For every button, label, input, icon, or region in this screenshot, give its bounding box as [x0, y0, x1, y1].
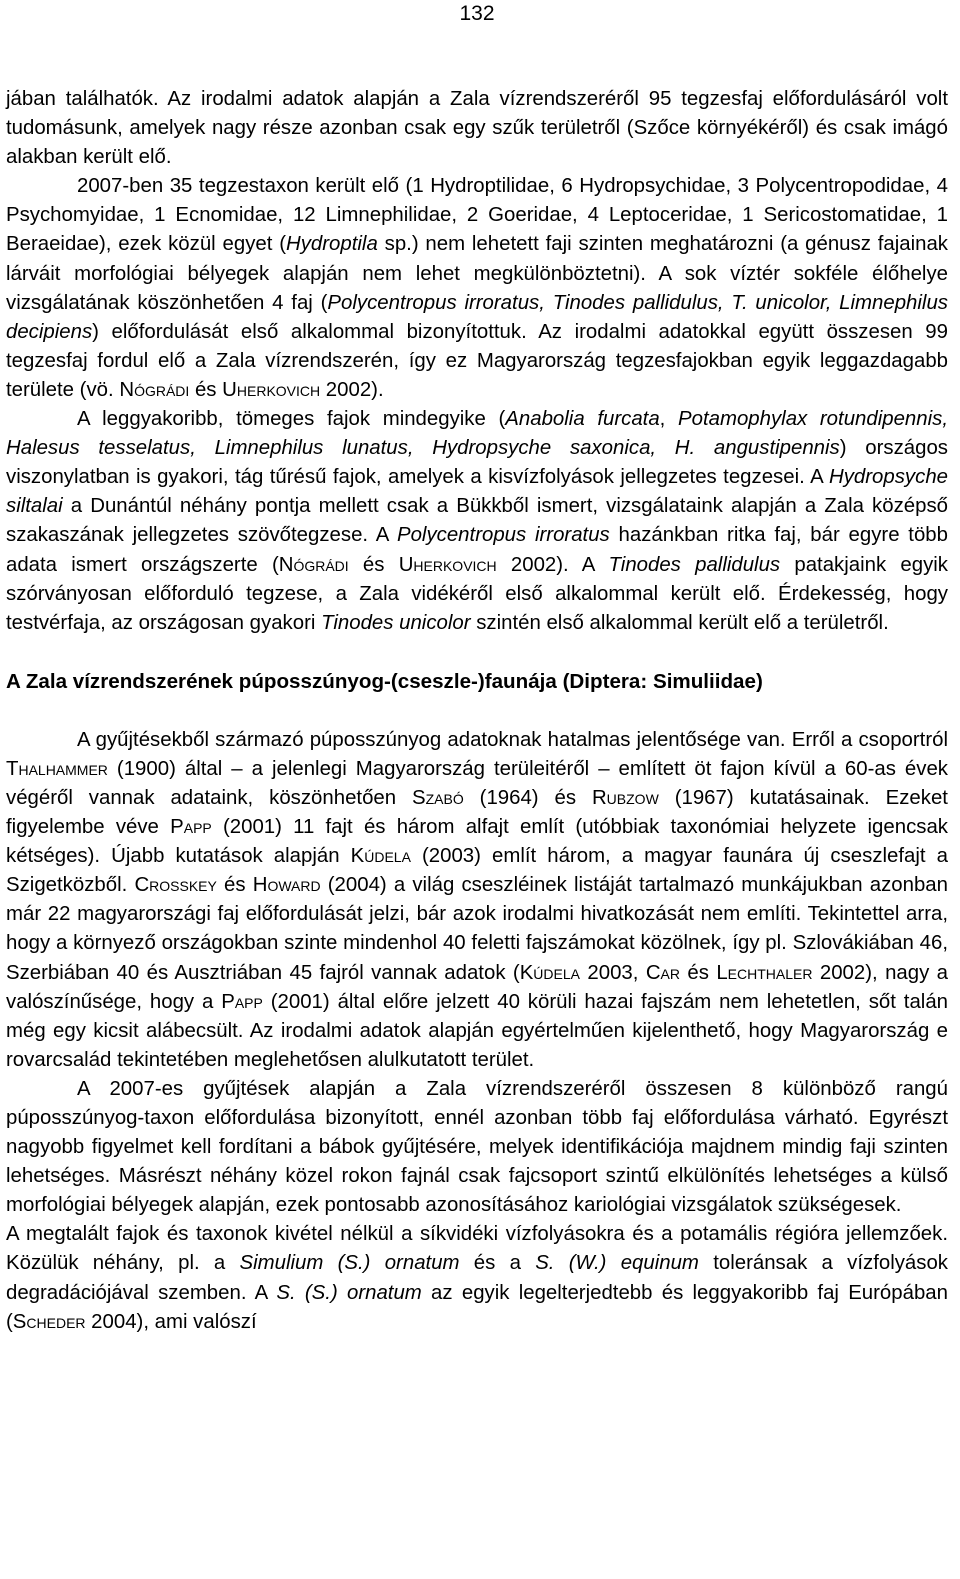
- italic-text: S. (W.) equinum: [535, 1252, 699, 1275]
- author-name: Nógrádi: [119, 378, 190, 401]
- text-run: 2007-ben 35 tegzestaxon került elő (1 Hydroptilidae, 6 Hydropsychidae, 3 Polycentropodidae, 4 Psychomyidae, 1 Ecnomidae, 12 Limnephilidae, 2 Goeridae, 4 Leptoceridae, 1 Sericostomatidae, 1 Beraeidae), ezek közül egyet (: [6, 175, 948, 256]
- text-run: és: [348, 553, 399, 576]
- italic-text: Polycentropus irroratus: [396, 524, 610, 547]
- author-name: Crosskey: [134, 874, 217, 897]
- author-name: Rubzow: [591, 786, 659, 809]
- text-run: (1900) által – a jelenlegi Magyarország terüleitéről – említett öt fajon kívül a 60-as évek végéről vannak adataink, köszönhetően: [6, 757, 948, 809]
- text-run: (2001) 11 fajt és három alfajt említ (utóbbiak taxonómiai helyzete igencsak kétséges). Újabb kutatások alapján: [6, 816, 948, 868]
- text-run: és a: [459, 1252, 536, 1275]
- body-text: [6, 85, 948, 1337]
- paragraph: [6, 1075, 948, 1220]
- text-run: 2002), nagy a valószínűsége, hogy a: [6, 961, 949, 1013]
- italic-text: Anabolia furcata: [505, 408, 660, 431]
- italic-text: Hydroptila: [286, 233, 378, 256]
- text-run: hazánkban ritka faj, bár egyre több adata ismert országszerte (: [6, 524, 948, 576]
- author-name: Papp: [170, 816, 212, 839]
- text-run: 2003,: [580, 961, 646, 984]
- author-name: Lechthaler: [716, 961, 813, 984]
- text-run: az egyik legelterjedtebb és leggyakoribb faj Európában (: [6, 1281, 948, 1333]
- paragraph: [6, 1220, 948, 1336]
- italic-text: Hydropsyche siltalai: [6, 466, 948, 518]
- paragraph: [6, 405, 948, 638]
- text-run: 2002). A: [496, 553, 609, 576]
- italic-text: Tinodes unicolor: [321, 611, 471, 634]
- italic-text: Potamophylax rotundipennis, Halesus tesselatus, Limnephilus lunatus, Hydropsyche saxonica, H. angustipennis: [6, 408, 948, 460]
- text-run: 2004), ami valószí: [85, 1310, 257, 1333]
- paragraph: [6, 172, 948, 405]
- page-number: 132: [459, 2, 495, 25]
- text-run: ) előfordulását első alkalommal bizonyítottuk. Az irodalmi adatokkal együtt összesen 99 tegzesfaj fordul elő a Zala vízrendszerén, így ez Magyarország tegzesfajokban egyik leggazdagabb területe (vö.: [6, 320, 948, 401]
- text-run: és: [189, 378, 223, 401]
- italic-text: Polycentropus irroratus, Tinodes pallidulus, T. unicolor, Limnephilus decipiens: [6, 291, 948, 343]
- author-name: Scheder: [12, 1310, 86, 1333]
- text-run: (2004) a világ cseszléinek listáját tartalmazó munkájukban azonban már 22 magyarországi faj előfordulását jelzi, bár azok irodalmi hivatkozását nem említi. Tekintettel arra, hogy a környező országokban szinte mindenhol 40 feletti fajszámokat közölnek, így pl. Szlovákiában 46, Szerbiában 40 és Ausztriában 45 fajról vannak adatok (: [6, 874, 948, 984]
- section-title: A Zala vízrendszerének púposszúnyog-(cseszle-)faunája (Diptera: Simuliidae): [6, 669, 763, 693]
- text-run: a Dunántúl néhány pontja mellett csak a Bükkből ismert, vizsgálataink alapján a Zala középső szakaszának jellegzetes szövőtegzese. A: [6, 495, 948, 547]
- italic-text: S. (S.) ornatum: [276, 1281, 422, 1304]
- italic-text: Tinodes pallidulus: [608, 553, 781, 576]
- text-run: A 2007-es gyűjtések alapján a Zala vízrendszeréről összesen 8 különböző rangú púposszúnyog-taxon előfordulása bizonyított, ennél azonban több faj előfordulása várható. Egyrészt nagyobb figyelmet kell fordítani a bábok gyűjtésére, melyek identifikációja majdnem mindig faji szinten lehetséges. Másrészt néhány közel rokon fajnál csak fajcsoport szintű elkülönítés lehetséges a külső morfológiai bélyegek alapján, ezek pontosabb azonosításához kariológiai vizsgálatok szükségesek.: [6, 1077, 948, 1217]
- paragraph: [6, 726, 948, 1075]
- text-run: és: [216, 874, 253, 897]
- text-run: (2001) által előre jelzett 40 körüli hazai fajszám nem lehetetlen, sőt talán még egy kicsit alábecsült. Az irodalmi adatok alapján egyértelműen kijelenthető, hogy Magyarország e rovarcsalád tekintetében meglehetősen alulkutatott terület.: [6, 990, 948, 1071]
- text-run: ,: [659, 408, 679, 431]
- author-name: Nógrádi: [278, 553, 349, 576]
- author-name: Papp: [221, 990, 263, 1013]
- text-run: (1964) és: [463, 786, 592, 809]
- text-run: jában találhatók. Az irodalmi adatok alapján a Zala vízrendszeréről 95 tegzesfaj előfordulásáról volt tudomásunk, amelyek nagy része azonban csak egy szűk területről (Szőce környékéről) és csak imágó alakban került elő.: [6, 88, 948, 169]
- text-run: A gyűjtésekből származó púposszúnyog adatoknak hatalmas jelentősége van. Erről a csoportról: [77, 728, 948, 751]
- text-run: szintén első alkalommal került elő a területről.: [470, 611, 889, 634]
- author-name: Howard: [252, 874, 321, 897]
- text-run: 2002).: [320, 378, 384, 401]
- text-run: (2003) említ három, a magyar faunára új cseszlefajt a Szigetközből.: [6, 845, 948, 897]
- author-name: Car: [645, 961, 680, 984]
- text-run: ) országos viszonylatban is gyakori, tág tűrésű fajok, amelyek a kisvízfolyások jellegzetes tegzesei. A: [6, 437, 948, 489]
- text-run: és: [680, 961, 717, 984]
- author-name: Szabó: [412, 786, 464, 809]
- text-run: toleránsak a vízfolyások degradációjával szemben. A: [6, 1252, 948, 1304]
- author-name: Uherkovich: [222, 378, 321, 401]
- italic-text: Simulium (S.) ornatum: [239, 1252, 460, 1275]
- text-run: A leggyakoribb, tömeges fajok mindegyike (: [77, 408, 506, 431]
- text-run: A megtalált fajok és taxonok kivétel nélkül a síkvidéki vízfolyásokra és a potamális régióra jellemzőek. Közülük néhány, pl. a: [6, 1223, 948, 1275]
- author-name: Kúdela: [519, 961, 580, 984]
- text-run: patakjaink egyik szórványosan előforduló tegzese, a Zala vidékéről első alkalommal került elő. Érdekesség, hogy testvérfaja, az országosan gyakori: [6, 553, 948, 634]
- text-run: sp.) nem lehetett faji szinten meghatározni (a génusz fajainak lárváit morfológiai bélyegek alapján nem lehet megkülönböztetni). A sok víztér sokféle élőhelye vizsgálatának köszönhetően 4 faj (: [6, 233, 948, 314]
- text-run: (1967) kutatásainak. Ezeket figyelembe véve: [6, 786, 948, 839]
- paragraph: [6, 85, 948, 172]
- author-name: Thalhammer: [6, 757, 108, 780]
- author-name: Uherkovich: [398, 553, 497, 576]
- author-name: Kúdela: [350, 845, 411, 868]
